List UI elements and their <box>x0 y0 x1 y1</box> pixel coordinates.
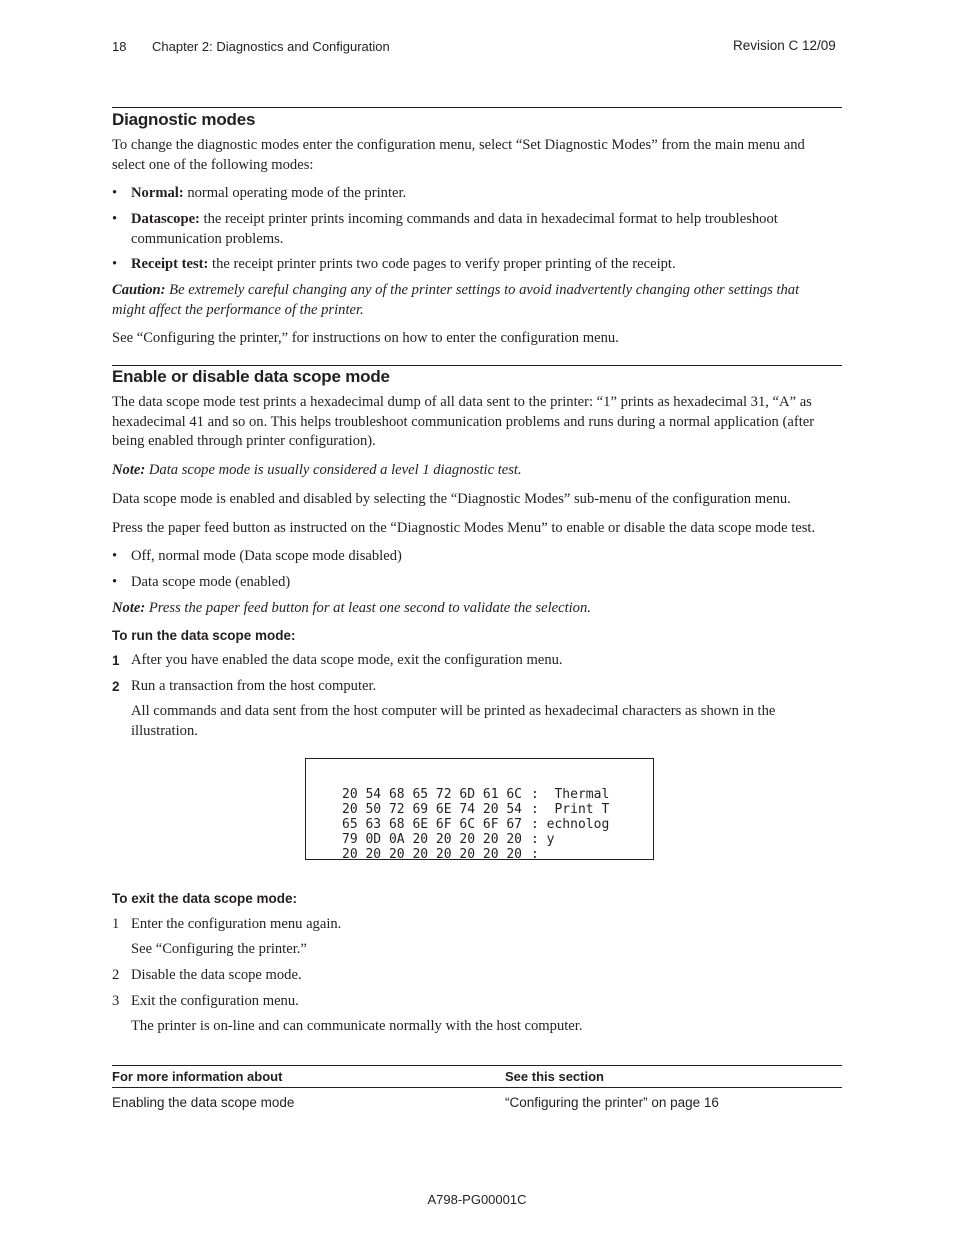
step-number: 2 <box>112 967 120 983</box>
note-level1 <box>112 461 834 481</box>
step-text: See “Configuring the printer.” <box>131 941 307 957</box>
hex-bytes: 20 50 72 69 6E 74 20 54 <box>342 802 523 817</box>
list-text: Data scope mode (enabled) <box>131 574 291 590</box>
section-title-diagnostic-modes: Diagnostic modes <box>112 110 256 129</box>
hex-bytes: 20 54 68 65 72 6D 61 6C <box>342 787 523 802</box>
section-divider <box>112 107 842 108</box>
step-number: 3 <box>112 993 120 1009</box>
bullet-mark: • <box>112 548 118 564</box>
ascii-text: : <box>531 847 539 862</box>
hex-bytes: 20 20 20 20 20 20 20 20 <box>342 847 523 862</box>
list-item <box>112 255 834 275</box>
step-text: Enter the configuration menu again. <box>131 916 342 932</box>
section-title-data-scope: Enable or disable data scope mode <box>112 367 390 386</box>
step-item <box>112 940 834 960</box>
description: the receipt printer prints incoming commands and data in hexadecimal format to help troubleshoot communication problems. <box>131 211 778 247</box>
note-text: Data scope mode is usually considered a level 1 diagnostic test. <box>145 462 522 478</box>
note-text: Press the paper feed button for at least one second to validate the selection. <box>145 600 591 616</box>
list-item <box>112 573 834 593</box>
table-cell: “Configuring the printer” on page 16 <box>505 1095 719 1110</box>
step-text: Disable the data scope mode. <box>131 967 302 983</box>
step-item <box>112 915 834 935</box>
data-scope-intro: The data scope mode test prints a hexadecimal dump of all data sent to the printer: “1” prints as hexadecimal 31, “A” as hexadecimal 41 and so on. This helps troubleshoot communication problems and runs during a normal application (after being enabled through printer configuration). <box>112 394 815 449</box>
list-item <box>112 210 834 249</box>
section-divider <box>112 365 842 366</box>
list-text: Off, normal mode (Data scope mode disabled) <box>131 548 402 564</box>
step-item <box>112 651 834 671</box>
diagnostic-intro: To change the diagnostic modes enter the configuration menu, select “Set Diagnostic Modes” from the main menu and select one of the following modes: <box>112 137 805 173</box>
step-detail: All commands and data sent from the host computer will be printed as hexadecimal characters as shown in the illustration. <box>131 703 776 739</box>
bullet-mark: • <box>112 185 118 201</box>
step-item <box>112 1017 834 1037</box>
step-number: 2 <box>112 679 120 694</box>
step-text: The printer is on-line and can communicate normally with the host computer. <box>131 1018 583 1034</box>
bullet-mark: • <box>112 256 118 272</box>
ascii-text: : Thermal <box>531 787 610 802</box>
document-number: A798-PG00001C <box>427 1192 527 1207</box>
exit-procedure-title: To exit the data scope mode: <box>112 891 298 906</box>
description: the receipt printer prints two code pages to verify proper printing of the receipt. <box>208 256 676 272</box>
table-header-cell: See this section <box>505 1069 604 1084</box>
see-reference: See “Configuring the printer,” for instructions on how to enter the configuration menu. <box>112 330 619 346</box>
data-scope-illustration <box>305 758 654 860</box>
step-item <box>112 677 834 697</box>
caution-text: Be extremely careful changing any of the printer settings to avoid inadvertently changing other settings that might affect the performance of the printer. <box>112 282 800 318</box>
step-text: Exit the configuration menu. <box>131 993 299 1009</box>
run-procedure-title: To run the data scope mode: <box>112 628 296 643</box>
step-item <box>112 966 834 986</box>
bullet-mark: • <box>112 574 118 590</box>
bullet-mark: • <box>112 211 118 227</box>
step-text: After you have enabled the data scope mode, exit the configuration menu. <box>131 652 563 668</box>
paragraph: Data scope mode is enabled and disabled by selecting the “Diagnostic Modes” sub-menu of the configuration menu. <box>112 491 791 507</box>
caution-label: Caution: <box>112 282 166 298</box>
term: Datascope: <box>131 211 200 227</box>
step-text: Run a transaction from the host computer. <box>131 678 377 694</box>
ascii-text: : echnolog <box>531 817 610 832</box>
term: Receipt test: <box>131 256 209 272</box>
ascii-text: : y <box>531 832 555 847</box>
table-header-rule <box>112 1087 842 1088</box>
step-item <box>112 992 834 1012</box>
chapter-title: Chapter 2: Diagnostics and Configuration <box>152 39 390 54</box>
note-label: Note: <box>112 600 146 616</box>
description: normal operating mode of the printer. <box>183 185 407 201</box>
table-top-rule <box>112 1065 842 1066</box>
hex-bytes: 65 63 68 6E 6F 6C 6F 67 <box>342 817 523 832</box>
paragraph: Press the paper feed button as instructed on the “Diagnostic Modes Menu” to enable or disable the data scope mode test. <box>112 520 816 536</box>
table-header-cell: For more information about <box>112 1069 283 1084</box>
caution-note <box>112 281 834 320</box>
note-label: Note: <box>112 462 146 478</box>
ascii-text: : Print T <box>531 802 610 817</box>
list-item <box>112 547 834 567</box>
table-cell: Enabling the data scope mode <box>112 1095 295 1110</box>
note-feed-button <box>112 599 834 619</box>
hex-bytes: 79 0D 0A 20 20 20 20 20 <box>342 832 523 847</box>
list-item <box>112 184 834 204</box>
term: Normal: <box>131 185 184 201</box>
step-number: 1 <box>112 916 120 932</box>
revision-label: Revision C 12/09 <box>733 38 836 53</box>
page-number: 18 <box>112 39 127 54</box>
step-number: 1 <box>112 653 120 668</box>
